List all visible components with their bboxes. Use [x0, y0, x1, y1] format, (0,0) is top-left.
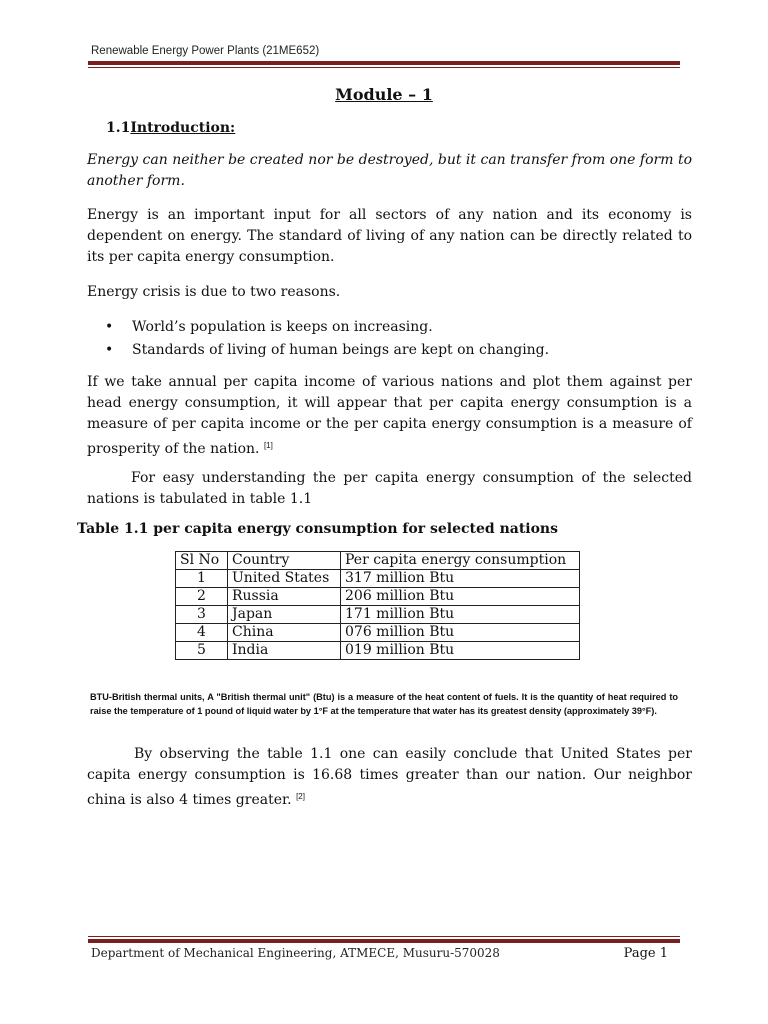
reference-2: [2] [296, 792, 305, 801]
table-cell: 317 million Btu [341, 570, 580, 588]
table-cell: 171 million Btu [341, 606, 580, 624]
paragraph-table-intro: For easy understanding the per capita energy consumption of the selected nations is tabulated in table 1.1 [87, 470, 692, 507]
list-item: • Standards of living of human beings are kept on changing. [105, 339, 549, 362]
section-number: 1.1 [106, 120, 131, 136]
paragraph-per-capita [87, 372, 692, 460]
footer-department: Department of Mechanical Engineering, ATMECE, Musuru-570028 [91, 946, 500, 960]
table-cell: 1 [176, 570, 228, 588]
page-number: Page 1 [623, 946, 668, 961]
table-row [176, 624, 580, 642]
table-cell: 4 [176, 624, 228, 642]
header-rule [88, 61, 680, 65]
table-cell: India [228, 642, 341, 660]
paragraph-conclusion [87, 744, 692, 811]
table-cell: 5 [176, 642, 228, 660]
table-cell: 2 [176, 588, 228, 606]
crisis-reasons-list [105, 316, 549, 362]
list-item: • World’s population is keeps on increasing. [105, 316, 549, 339]
paragraph-conclusion-text: By observing the table 1.1 one can easily conclude that United States per capita energy consumption is 16.68 times greater than our nation. Our neighbor china is also 4 times greater. [87, 746, 692, 808]
table-header-cell: Per capita energy consumption [341, 552, 580, 570]
section-heading [106, 120, 235, 136]
table-row [176, 570, 580, 588]
table-header-row [176, 552, 580, 570]
header-title: Renewable Energy Power Plants (21ME652) [91, 45, 320, 57]
table-caption: Table 1.1 per capita energy consumption for selected nations [77, 521, 558, 537]
table-cell: Japan [228, 606, 341, 624]
table-cell: Russia [228, 588, 341, 606]
table-row [176, 642, 580, 660]
intro-statement: Energy can neither be created nor be destroyed, but it can transfer from one form to another form. [87, 152, 692, 189]
module-title: Module – 1 [335, 85, 433, 104]
table-cell: 076 million Btu [341, 624, 580, 642]
header-rule-thin [88, 67, 680, 68]
footer-rule [88, 939, 680, 943]
table-row [176, 606, 580, 624]
reference-1: [1] [263, 441, 273, 450]
table-header-cell: Sl No [176, 552, 228, 570]
table-cell: 019 million Btu [341, 642, 580, 660]
table-cell: United States [228, 570, 341, 588]
section-label: Introduction: [130, 120, 236, 136]
paragraph-per-capita-text: If we take annual per capita income of various nations and plot them against per head energy consumption, it will appear that per capita energy consumption is a measure of per capita income or the per capita energy consumption is a measure of prosperity of the nation. [87, 374, 692, 457]
btu-note: BTU-British thermal units, A "British thermal unit" (Btu) is a measure of the heat content of fuels. It is the quantity of heat required to raise the temperature of 1 pound of liquid water by 1°F at the temperature that water has its greatest density (approximately 39°F). [90, 692, 678, 716]
paragraph-energy-input: Energy is an important input for all sectors of any nation and its economy is dependent on energy. The standard of living of any nation can be directly related to its per capita energy consumption. [87, 207, 692, 265]
table-cell: 206 million Btu [341, 588, 580, 606]
table-cell: 3 [176, 606, 228, 624]
table-cell: China [228, 624, 341, 642]
table-header-cell: Country [228, 552, 341, 570]
energy-table [175, 551, 580, 660]
footer-rule-thin [88, 936, 680, 937]
paragraph-energy-crisis: Energy crisis is due to two reasons. [87, 284, 341, 300]
table-row [176, 588, 580, 606]
